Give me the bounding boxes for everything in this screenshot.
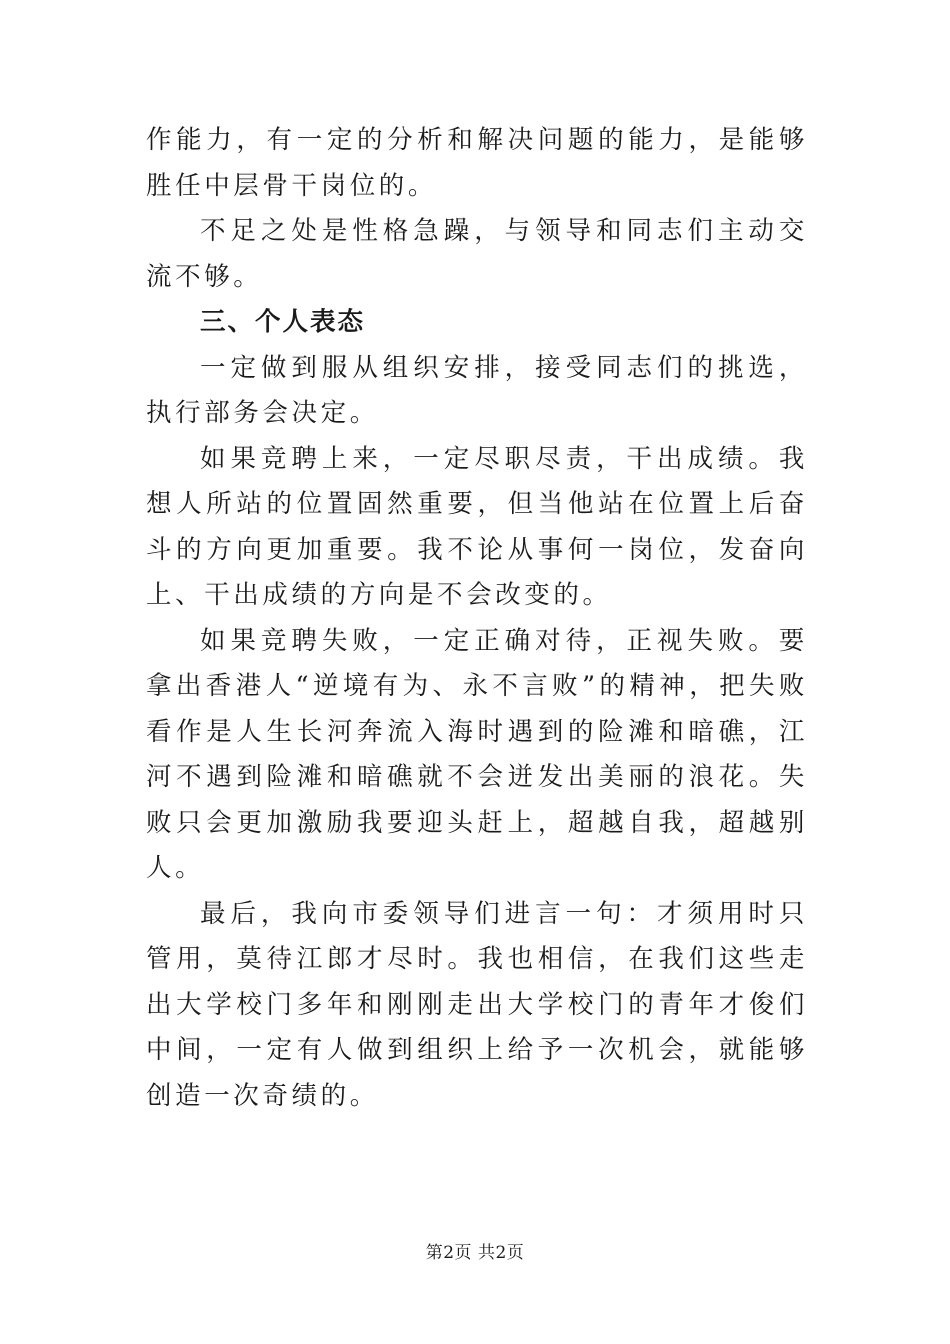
document-body	[146, 118, 808, 1119]
paragraph-obey-arrangement: 一定做到服从组织安排，接受同志们的挑选，执行部务会决定。	[146, 352, 808, 428]
paragraph-continuation: 作能力，有一定的分析和解决问题的能力，是能够胜任中层骨干岗位的。	[146, 125, 808, 201]
paragraph-if-failed: 如果竞聘失败，一定正确对待，正视失败。要拿出香港人“逆境有为、永不言败”的精神，把失败看作是人生长河奔流入海时遇到的险滩和暗礁，江河不遇到险滩和暗礁就不会迸发出美丽的浪花。失败只会更加激励我要迎头赶上，超越自我，超越别人。	[146, 625, 808, 883]
paragraph-closing: 最后，我向市委领导们进言一句：才须用时只管用，莫待江郎才尽时。我也相信，在我们这些走出大学校门多年和刚刚走出大学校门的青年才俊们中间，一定有人做到组织上给予一次机会，就能够创造一次奇绩的。	[146, 898, 808, 1111]
page-number-footer: 第2页 共2页	[425, 1243, 525, 1263]
section-heading-personal-statement: 三、个人表态	[200, 307, 366, 337]
paragraph-shortcomings: 不足之处是性格急躁，与领导和同志们主动交流不够。	[146, 216, 808, 292]
paragraph-if-successful: 如果竞聘上来，一定尽职尽责，干出成绩。我想人所站的位置固然重要，但当他站在位置上后奋斗的方向更加重要。我不论从事何一岗位，发奋向上、干出成绩的方向是不会改变的。	[146, 443, 808, 610]
